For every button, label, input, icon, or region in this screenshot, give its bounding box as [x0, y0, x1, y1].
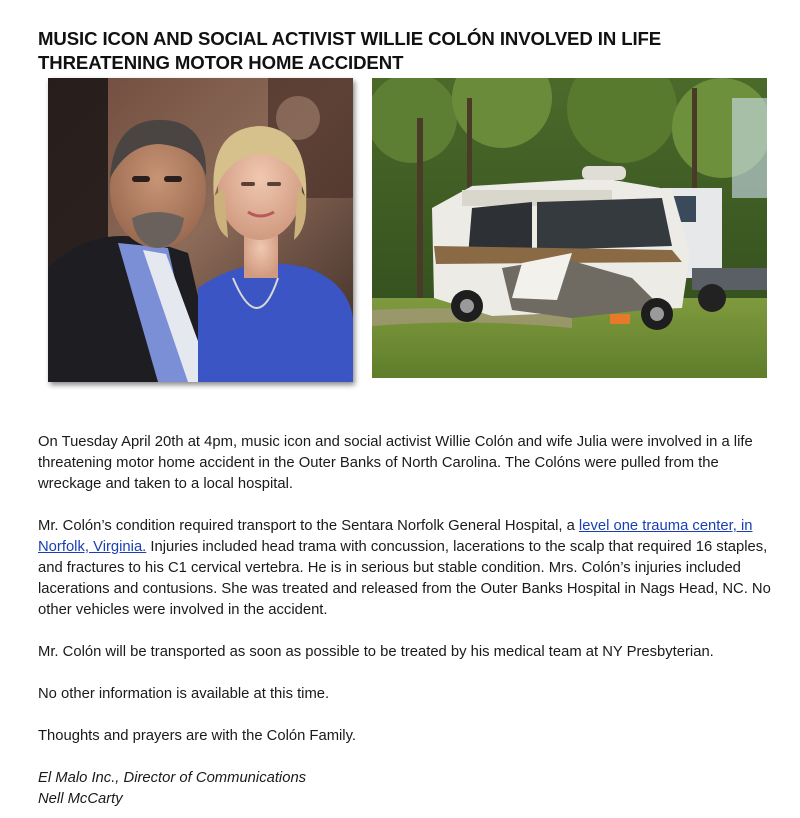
couple-photo: [48, 78, 353, 382]
headline-line-2: THREATENING MOTOR HOME ACCIDENT: [38, 52, 404, 73]
signature-block: [38, 768, 778, 810]
paragraph-no-info: No other information is available at this time.: [38, 686, 330, 702]
trauma-center-link[interactable]: level one trauma center, in Norfolk, Virginia.: [38, 518, 753, 555]
signature-name: Nell McCarty: [38, 791, 123, 807]
paragraph-transport: Mr. Colón will be transported as soon as possible to be treated by his medical team at NY Presbyterian.: [38, 644, 714, 660]
paragraph-injuries: [38, 516, 778, 621]
paragraph-injuries-details: Injuries included head trama with concussion, lacerations to the scalp that required 16 staples, and fractures to his C1 cervical vertebra. He is in serious but stable condition. Mrs. Colón’s injuries included lacerations and contusions. She was treated and released from the Outer Banks Hospital in Nags Head, NC. No other vehicles were involved in the accident.: [38, 539, 771, 618]
article-headline: [38, 27, 758, 75]
headline-line-1: MUSIC ICON AND SOCIAL ACTIVIST WILLIE COLÓN INVOLVED IN LIFE: [38, 28, 662, 49]
paragraph-injuries-intro: Mr. Colón’s condition required transport to the Sentara Norfolk General Hospital, a: [38, 518, 579, 534]
paragraph-accident-summary: On Tuesday April 20th at 4pm, music icon and social activist Willie Colón and wife Julia were involved in a life threatening motor home accident in the Outer Banks of North Carolina. The Colóns were pulled from the wreckage and taken to a local hospital.: [38, 434, 753, 492]
accident-photo: [372, 78, 767, 378]
signature-title: El Malo Inc., Director of Communications: [38, 770, 307, 786]
paragraph-thoughts: Thoughts and prayers are with the Colón Family.: [38, 728, 357, 744]
article-body: [38, 432, 778, 810]
